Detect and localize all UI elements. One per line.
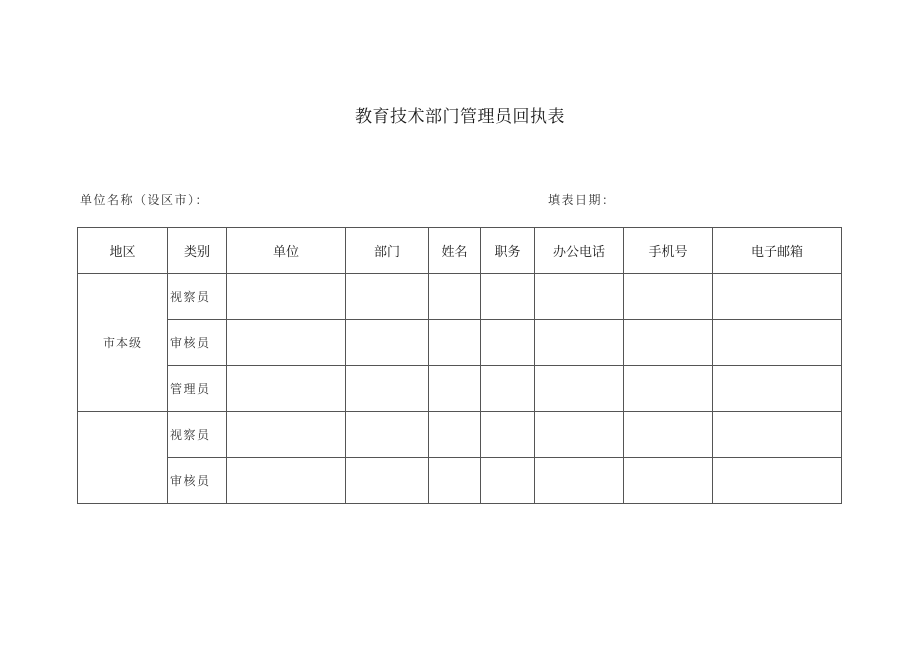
category-cell: 审核员 bbox=[168, 320, 227, 366]
position-cell[interactable] bbox=[481, 412, 535, 458]
department-cell[interactable] bbox=[346, 366, 429, 412]
office-phone-cell[interactable] bbox=[535, 274, 624, 320]
department-cell[interactable] bbox=[346, 274, 429, 320]
header-email: 电子邮箱 bbox=[713, 228, 842, 274]
header-unit: 单位 bbox=[227, 228, 346, 274]
email-cell[interactable] bbox=[713, 320, 842, 366]
mobile-cell[interactable] bbox=[624, 320, 713, 366]
position-cell[interactable] bbox=[481, 320, 535, 366]
office-phone-cell[interactable] bbox=[535, 412, 624, 458]
name-cell[interactable] bbox=[429, 366, 481, 412]
email-cell[interactable] bbox=[713, 274, 842, 320]
name-cell[interactable] bbox=[429, 274, 481, 320]
office-phone-cell[interactable] bbox=[535, 458, 624, 504]
position-cell[interactable] bbox=[481, 274, 535, 320]
position-cell[interactable] bbox=[481, 458, 535, 504]
table-row bbox=[78, 274, 842, 320]
mobile-cell[interactable] bbox=[624, 412, 713, 458]
department-cell[interactable] bbox=[346, 412, 429, 458]
unit-cell[interactable] bbox=[227, 366, 346, 412]
table-row bbox=[78, 366, 842, 412]
unit-cell[interactable] bbox=[227, 274, 346, 320]
unit-name-label: 单位名称（设区市）： bbox=[80, 193, 210, 207]
header-office-phone: 办公电话 bbox=[535, 228, 624, 274]
category-cell: 视察员 bbox=[168, 412, 227, 458]
table-row bbox=[78, 412, 842, 458]
region-cell: 市本级 bbox=[78, 274, 168, 412]
header-position: 职务 bbox=[481, 228, 535, 274]
header-category: 类别 bbox=[168, 228, 227, 274]
email-cell[interactable] bbox=[713, 458, 842, 504]
table-row bbox=[78, 320, 842, 366]
document-title: 教育技术部门管理员回执表 bbox=[355, 107, 565, 127]
office-phone-cell[interactable] bbox=[535, 320, 624, 366]
fill-date-label: 填表日期： bbox=[548, 193, 616, 207]
email-cell[interactable] bbox=[713, 412, 842, 458]
mobile-cell[interactable] bbox=[624, 274, 713, 320]
email-cell[interactable] bbox=[713, 366, 842, 412]
department-cell[interactable] bbox=[346, 320, 429, 366]
region-cell[interactable] bbox=[78, 412, 168, 504]
table-row bbox=[78, 458, 842, 504]
category-cell: 视察员 bbox=[168, 274, 227, 320]
header-mobile: 手机号 bbox=[624, 228, 713, 274]
mobile-cell[interactable] bbox=[624, 366, 713, 412]
name-cell[interactable] bbox=[429, 458, 481, 504]
name-cell[interactable] bbox=[429, 412, 481, 458]
name-cell[interactable] bbox=[429, 320, 481, 366]
receipt-table bbox=[77, 227, 842, 504]
position-cell[interactable] bbox=[481, 366, 535, 412]
office-phone-cell[interactable] bbox=[535, 366, 624, 412]
table-header-row bbox=[78, 228, 842, 274]
category-cell: 管理员 bbox=[168, 366, 227, 412]
unit-cell[interactable] bbox=[227, 458, 346, 504]
unit-cell[interactable] bbox=[227, 412, 346, 458]
header-name: 姓名 bbox=[429, 228, 481, 274]
header-region: 地区 bbox=[78, 228, 168, 274]
department-cell[interactable] bbox=[346, 458, 429, 504]
header-department: 部门 bbox=[346, 228, 429, 274]
mobile-cell[interactable] bbox=[624, 458, 713, 504]
category-cell: 审核员 bbox=[168, 458, 227, 504]
unit-cell[interactable] bbox=[227, 320, 346, 366]
